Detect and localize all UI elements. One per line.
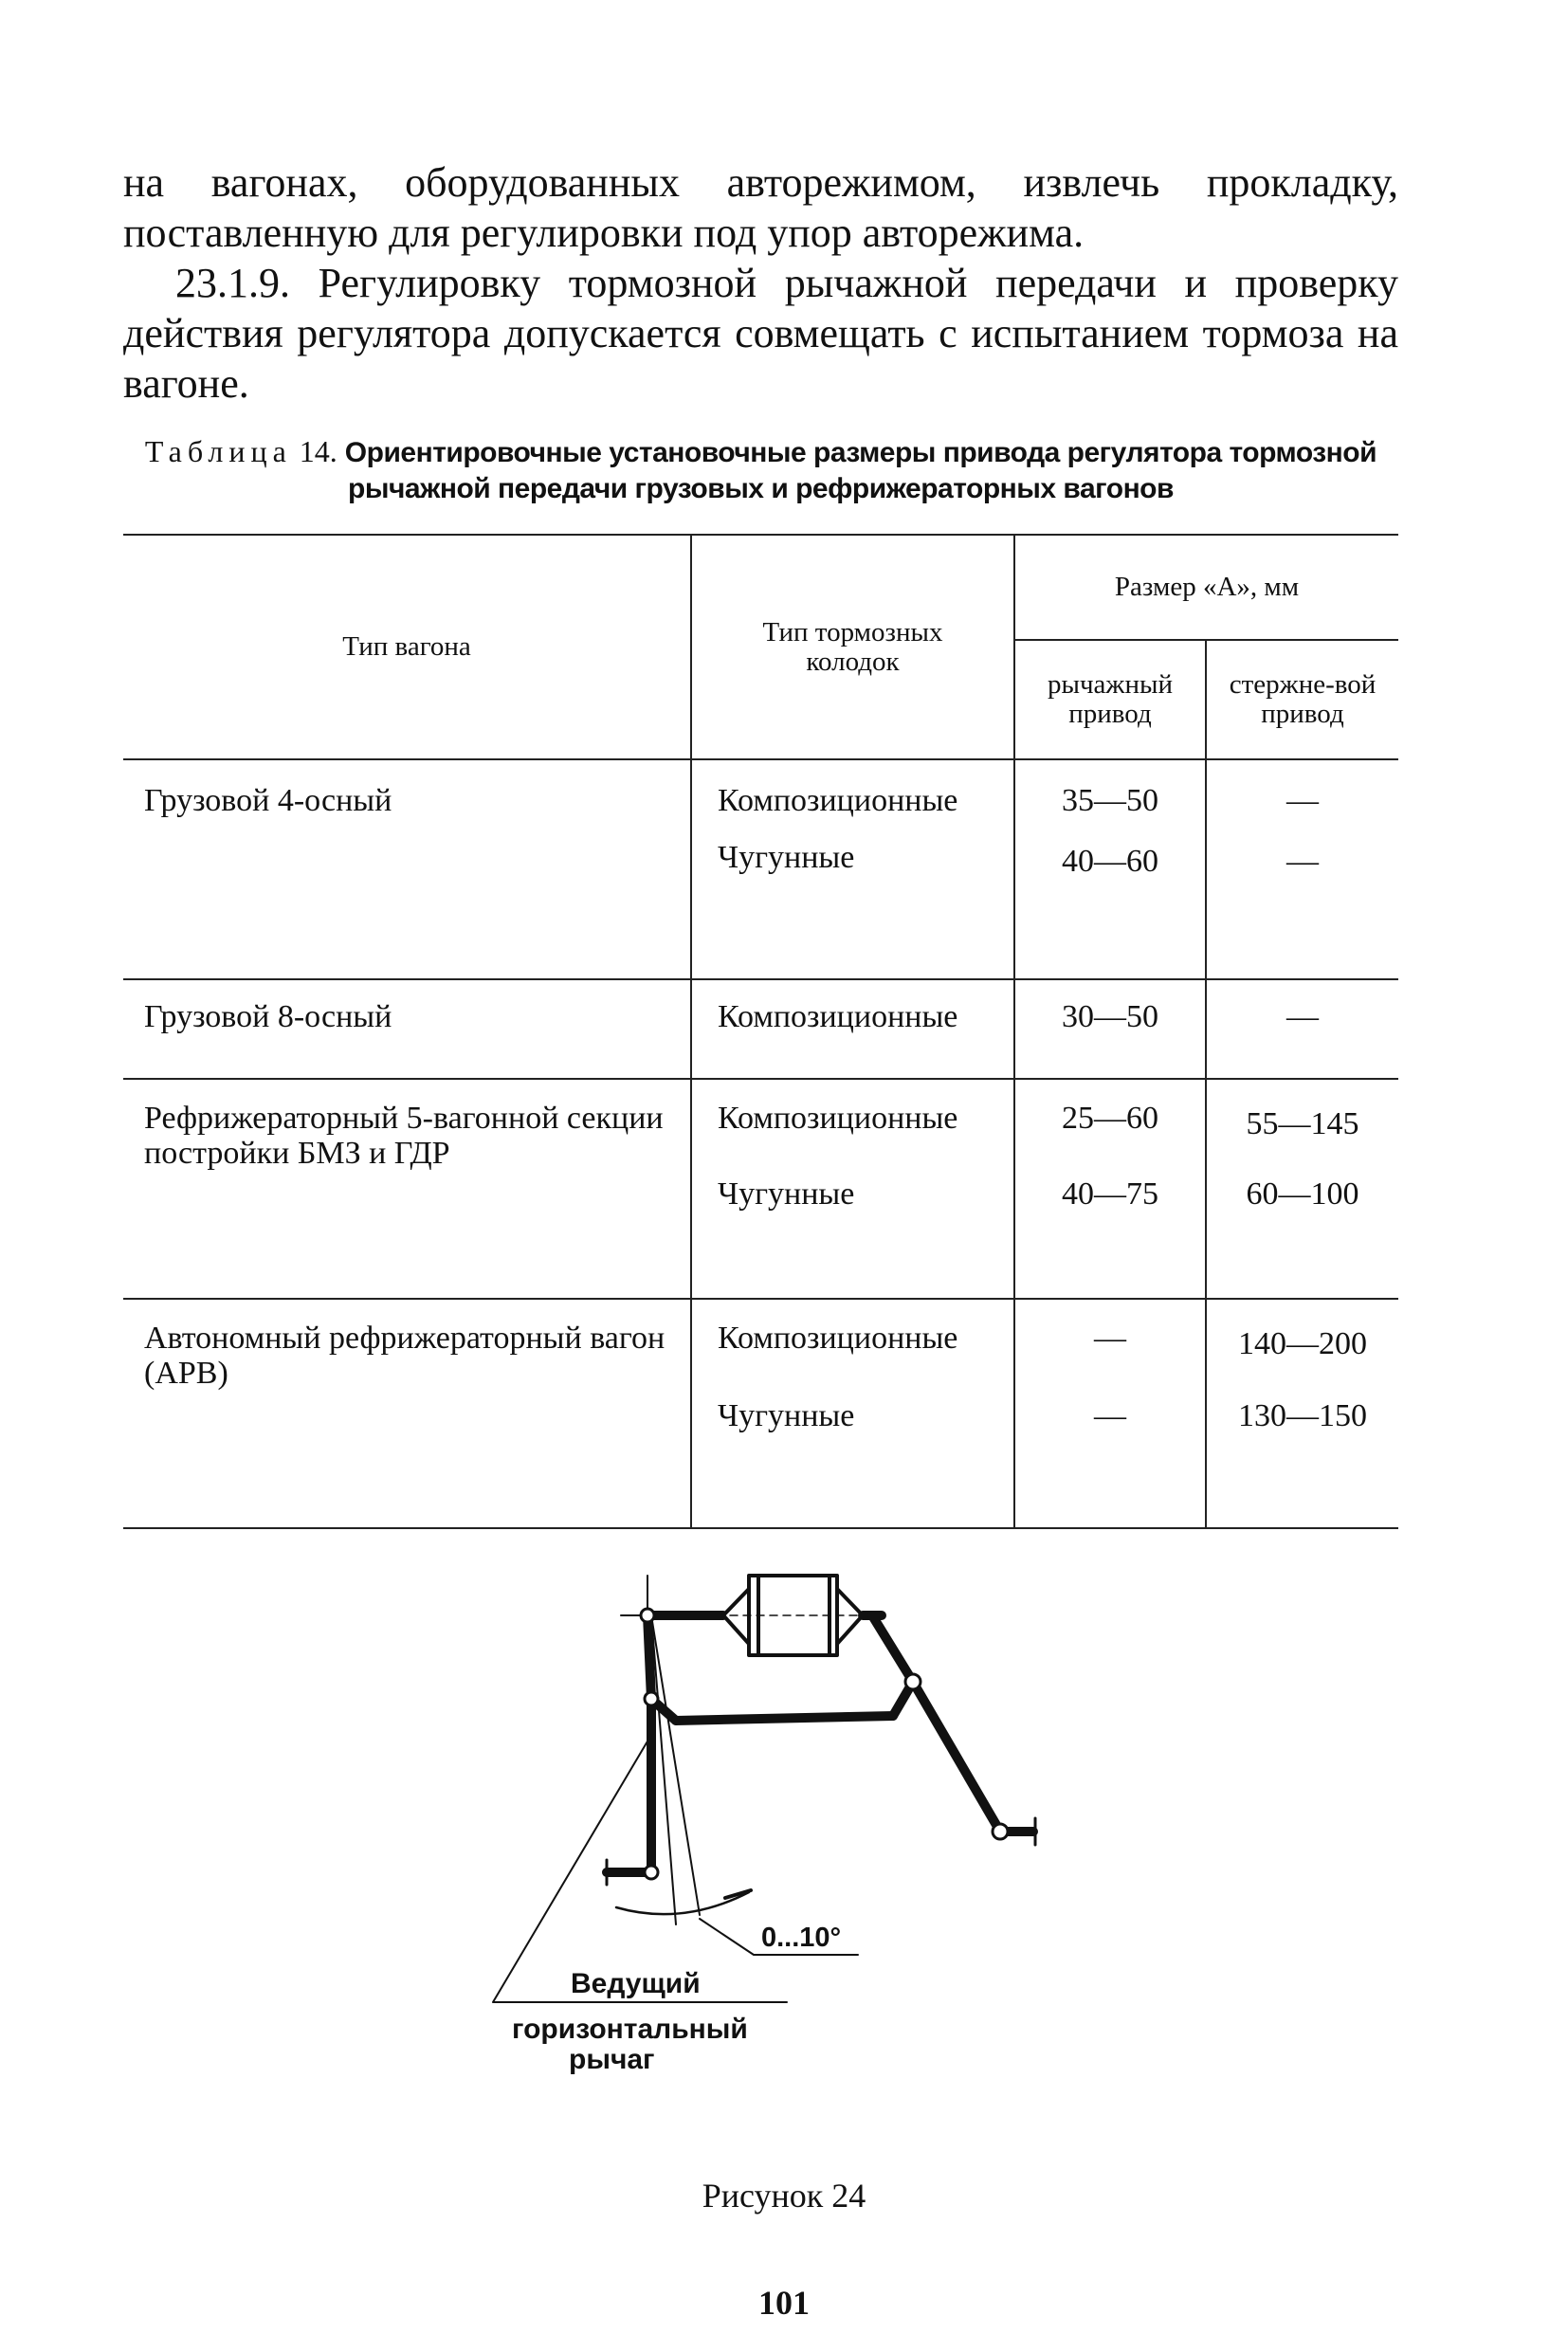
wagon-type-cell: Грузовой 4-осный bbox=[123, 759, 691, 979]
figure-caption: Рисунок 24 bbox=[702, 2177, 866, 2215]
header-size-a: Размер «А», мм bbox=[1014, 535, 1398, 640]
rod-drive-cell: — bbox=[1206, 759, 1398, 840]
lever-drive-cell: 30—50 bbox=[1014, 979, 1206, 1079]
rod-drive-cell: 60—100 bbox=[1246, 1176, 1359, 1212]
pad-type-cell: Композиционные bbox=[691, 1079, 1014, 1167]
paragraph-continuation: на вагонах, оборудованных авторежимом, извлечь прокладку, поставленную для регулировки под упор авторежима. bbox=[123, 159, 1398, 256]
table-row bbox=[123, 1299, 1398, 1387]
table-caption-number: 14. bbox=[299, 434, 337, 468]
rod-drive-cell: 130—150 bbox=[1206, 1387, 1398, 1528]
header-rod-drive: стержне-вой привод bbox=[1229, 669, 1377, 729]
lever-drive-cell: 25—60 bbox=[1014, 1079, 1206, 1167]
lever-label-line1: Ведущий bbox=[571, 1968, 701, 1999]
table-row bbox=[123, 1079, 1398, 1167]
paragraph-23-1-9: 23.1.9. Регулировку тормозной рычажной передачи и проверку действия регулятора допускается совмещать с испытанием тормоза на вагоне. bbox=[123, 260, 1398, 407]
angle-label: 0...10° bbox=[761, 1923, 842, 1953]
header-wagon-type: Тип вагона bbox=[123, 535, 691, 759]
rod-drive-cell: — bbox=[1286, 844, 1319, 879]
table-row bbox=[123, 759, 1398, 840]
header-pad-type: Тип тормозных колодок bbox=[691, 535, 1014, 759]
table-row bbox=[123, 979, 1398, 1079]
table-caption-label: Таблица bbox=[144, 434, 292, 468]
rod-drive-cell: 55—145 bbox=[1206, 1079, 1398, 1167]
pad-type-cell: Композиционные bbox=[691, 1299, 1014, 1387]
lever-drive-cell: — bbox=[1014, 1387, 1206, 1528]
lever-label-line3: рычаг bbox=[569, 2044, 655, 2075]
table-caption-title: Ориентировочные установочные размеры привода регулятора тормозной рычажной передачи грузовых и рефрижераторных вагонов bbox=[344, 437, 1377, 504]
lever-drive-cell: 40—75 bbox=[1014, 1167, 1206, 1299]
pad-type-cell: Чугунные bbox=[691, 1167, 1014, 1299]
lever-drive-cell: — bbox=[1014, 1299, 1206, 1387]
wagon-type-cell: Грузовой 8-осный bbox=[123, 979, 691, 1079]
rod-drive-cell: — bbox=[1206, 979, 1398, 1079]
wagon-type-cell: Автономный рефрижераторный вагон (АРВ) bbox=[123, 1299, 691, 1528]
lever-label-line2: горизонтальный bbox=[512, 2014, 748, 2045]
page-number: 101 bbox=[758, 2284, 810, 2322]
rod-drive-cell: 140—200 bbox=[1206, 1299, 1398, 1387]
table-caption bbox=[123, 434, 1398, 506]
lever-drive-cell: 40—60 bbox=[1014, 840, 1206, 979]
pad-type-cell: Композиционные bbox=[691, 759, 1014, 840]
wagon-type-cell: Рефрижераторный 5-вагонной секции постройки БМЗ и ГДР bbox=[123, 1079, 691, 1299]
dimensions-table bbox=[123, 534, 1398, 1529]
pad-type-cell: Чугунные bbox=[691, 1387, 1014, 1528]
pad-type-cell: Композиционные bbox=[691, 979, 1014, 1079]
pad-type-cell: Чугунные bbox=[691, 840, 1014, 979]
lever-drive-cell: 35—50 bbox=[1014, 759, 1206, 840]
header-lever-drive: рычажный привод bbox=[1014, 640, 1206, 759]
